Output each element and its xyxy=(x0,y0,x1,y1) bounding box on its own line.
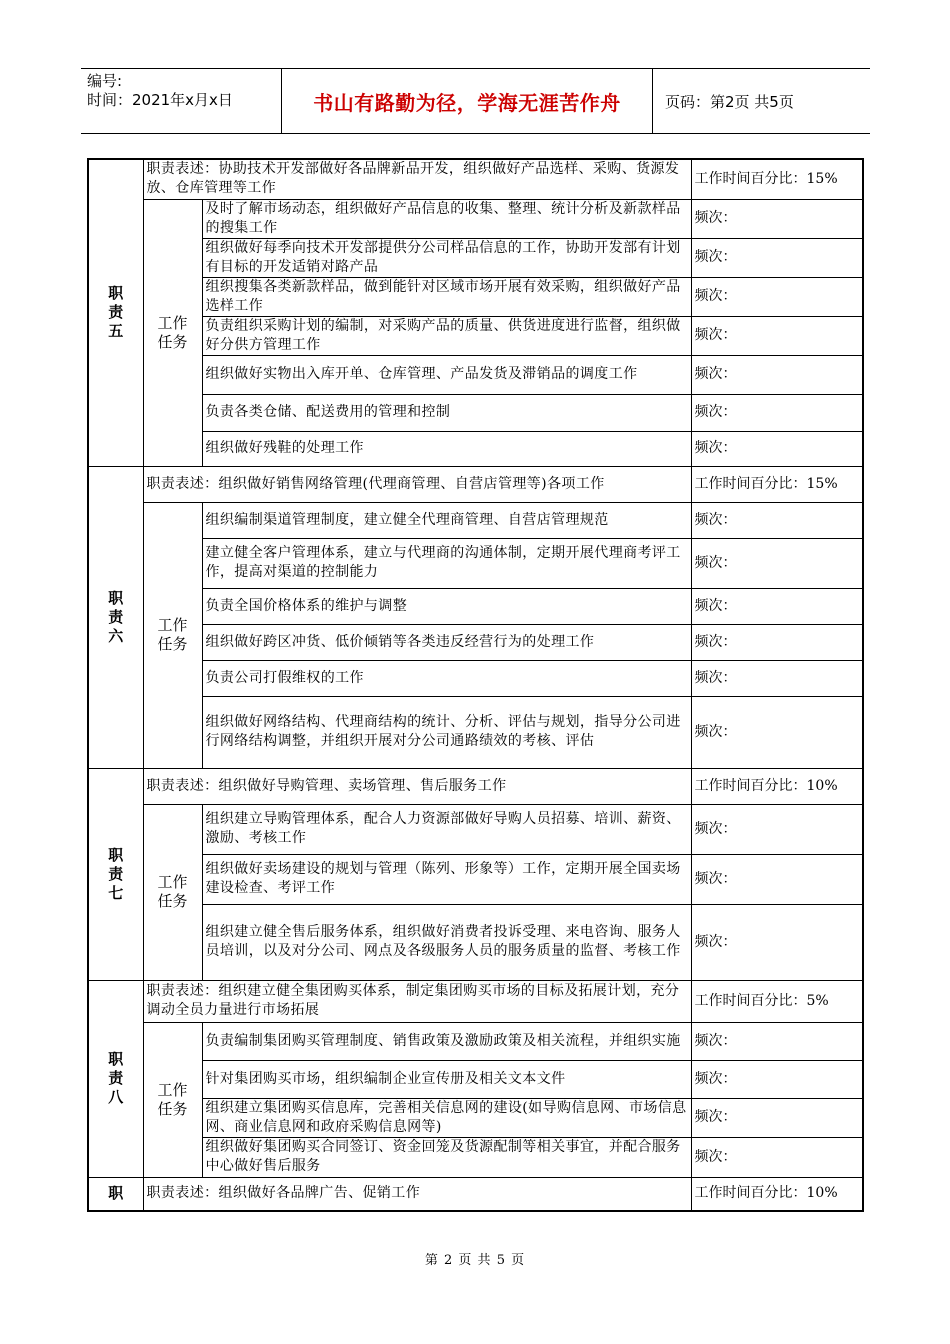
task-text: 组织做好跨区冲货、低价倾销等各类违反经营行为的处理工作 xyxy=(202,624,691,660)
duty-description-row xyxy=(88,980,863,1022)
task-frequency: 频次： xyxy=(691,538,863,588)
task-row xyxy=(88,199,863,238)
task-row xyxy=(88,804,863,854)
time-label: 时间：2021年x月x日 xyxy=(87,91,233,109)
task-row xyxy=(88,660,863,696)
task-row xyxy=(88,854,863,904)
task-text: 及时了解市场动态，组织做好产品信息的收集、整理、统计分析及新款样品的搜集工作 xyxy=(202,199,691,238)
task-frequency: 频次： xyxy=(691,1022,863,1060)
task-frequency: 频次： xyxy=(691,1060,863,1098)
task-text: 组织做好实物出入库开单、仓库管理、产品发货及滞销品的调度工作 xyxy=(202,355,691,394)
task-text: 负责组织采购计划的编制，对采购产品的质量、供货进度进行监督，组织做好分供方管理工作 xyxy=(202,316,691,355)
task-row xyxy=(88,431,863,466)
task-frequency: 频次： xyxy=(691,660,863,696)
task-text: 负责各类仓储、配送费用的管理和控制 xyxy=(202,394,691,431)
task-frequency: 频次： xyxy=(691,696,863,768)
work-time-percent: 工作时间百分比：15% xyxy=(691,466,863,502)
duty-label: 职 xyxy=(88,1177,143,1211)
task-frequency: 频次： xyxy=(691,1098,863,1137)
task-frequency: 频次： xyxy=(691,394,863,431)
motto: 书山有路勤为径，学海无涯苦作舟 xyxy=(282,69,653,133)
task-group-label: 工作 任务 xyxy=(143,502,202,768)
task-text: 负责编制集团购买管理制度、销售政策及激励政策及相关流程，并组织实施 xyxy=(202,1022,691,1060)
task-row xyxy=(88,394,863,431)
task-frequency: 频次： xyxy=(691,502,863,538)
code-label: 编号: xyxy=(87,72,123,90)
duty-description-row xyxy=(88,768,863,804)
task-group-label: 工作 任务 xyxy=(143,804,202,980)
task-text: 建立健全客户管理体系，建立与代理商的沟通体制，定期开展代理商考评工作，提高对渠道的控制能力 xyxy=(202,538,691,588)
task-frequency: 频次： xyxy=(691,277,863,316)
duty-description: 职责表述：协助技术开发部做好各品牌新品开发，组织做好产品选样、采购、货源发放、仓库管理等工作 xyxy=(143,159,691,199)
task-frequency: 频次： xyxy=(691,904,863,980)
task-text: 组织建立健全售后服务体系，组织做好消费者投诉受理、来电咨询、服务人员培训，以及对分公司、网点及各级服务人员的服务质量的监督、考核工作 xyxy=(202,904,691,980)
task-frequency: 频次： xyxy=(691,316,863,355)
task-frequency: 频次： xyxy=(691,431,863,466)
task-row xyxy=(88,624,863,660)
task-row xyxy=(88,1022,863,1060)
page-header xyxy=(81,68,870,134)
work-time-percent: 工作时间百分比：15% xyxy=(691,159,863,199)
task-group-label: 工作 任务 xyxy=(143,1022,202,1177)
page-footer: 第 2 页 共 5 页 xyxy=(424,1253,526,1268)
work-time-percent: 工作时间百分比：10% xyxy=(691,1177,863,1211)
task-frequency: 频次： xyxy=(691,238,863,277)
task-text: 组织建立导购管理体系，配合人力资源部做好导购人员招募、培训、薪资、激励、考核工作 xyxy=(202,804,691,854)
task-text: 组织搜集各类新款样品，做到能针对区域市场开展有效采购，组织做好产品选样工作 xyxy=(202,277,691,316)
duty-description-row xyxy=(88,1177,863,1211)
task-frequency: 频次： xyxy=(691,355,863,394)
task-row xyxy=(88,696,863,768)
duty-description: 职责表述：组织做好导购管理、卖场管理、售后服务工作 xyxy=(143,768,691,804)
task-text: 组织编制渠道管理制度，建立健全代理商管理、自营店管理规范 xyxy=(202,502,691,538)
duty-label: 职 责 八 xyxy=(88,980,143,1177)
task-text: 负责全国价格体系的维护与调整 xyxy=(202,588,691,624)
duty-label: 职 责 六 xyxy=(88,466,143,768)
task-row xyxy=(88,316,863,355)
duty-label: 职 责 七 xyxy=(88,768,143,980)
task-text: 组织做好残鞋的处理工作 xyxy=(202,431,691,466)
task-row xyxy=(88,1098,863,1137)
task-frequency: 频次： xyxy=(691,588,863,624)
task-frequency: 频次： xyxy=(691,804,863,854)
task-row xyxy=(88,588,863,624)
page-label: 页码：第2页 共5页 xyxy=(665,92,794,111)
task-text: 组织做好集团购买合同签订、资金回笼及货源配制等相关事宜，并配合服务中心做好售后服务 xyxy=(202,1137,691,1177)
work-time-percent: 工作时间百分比：10% xyxy=(691,768,863,804)
task-row xyxy=(88,538,863,588)
task-row xyxy=(88,502,863,538)
task-text: 负责公司打假维权的工作 xyxy=(202,660,691,696)
duty-description: 职责表述：组织做好销售网络管理(代理商管理、自营店管理等)各项工作 xyxy=(143,466,691,502)
task-group-label: 工作 任务 xyxy=(143,199,202,466)
duty-description: 职责表述：组织做好各品牌广告、促销工作 xyxy=(143,1177,691,1211)
task-row xyxy=(88,355,863,394)
task-text: 组织做好每季向技术开发部提供分公司样品信息的工作，协助开发部有计划有目标的开发适销对路产品 xyxy=(202,238,691,277)
task-row xyxy=(88,1060,863,1098)
task-row xyxy=(88,904,863,980)
task-text: 针对集团购买市场，组织编制企业宣传册及相关文本文件 xyxy=(202,1060,691,1098)
task-frequency: 频次： xyxy=(691,199,863,238)
header-meta xyxy=(81,69,282,133)
work-time-percent: 工作时间百分比：5% xyxy=(691,980,863,1022)
duty-label: 职 责 五 xyxy=(88,159,143,466)
task-text: 组织做好卖场建设的规划与管理（陈列、形象等）工作，定期开展全国卖场建设检查、考评工作 xyxy=(202,854,691,904)
task-frequency: 频次： xyxy=(691,854,863,904)
task-row xyxy=(88,277,863,316)
task-frequency: 频次： xyxy=(691,624,863,660)
task-frequency: 频次： xyxy=(691,1137,863,1177)
task-text: 组织建立集团购买信息库，完善相关信息网的建设(如导购信息网、市场信息网、商业信息网和政府采购信息网等) xyxy=(202,1098,691,1137)
duty-description-row xyxy=(88,466,863,502)
task-row xyxy=(88,1137,863,1177)
task-row xyxy=(88,238,863,277)
task-text: 组织做好网络结构、代理商结构的统计、分析、评估与规划，指导分公司进行网络结构调整，并组织开展对分公司通路绩效的考核、评估 xyxy=(202,696,691,768)
duty-description: 职责表述：组织建立健全集团购买体系，制定集团购买市场的目标及拓展计划，充分调动全员力量进行市场拓展 xyxy=(143,980,691,1022)
duties-table xyxy=(87,158,864,1212)
duty-description-row xyxy=(88,159,863,199)
